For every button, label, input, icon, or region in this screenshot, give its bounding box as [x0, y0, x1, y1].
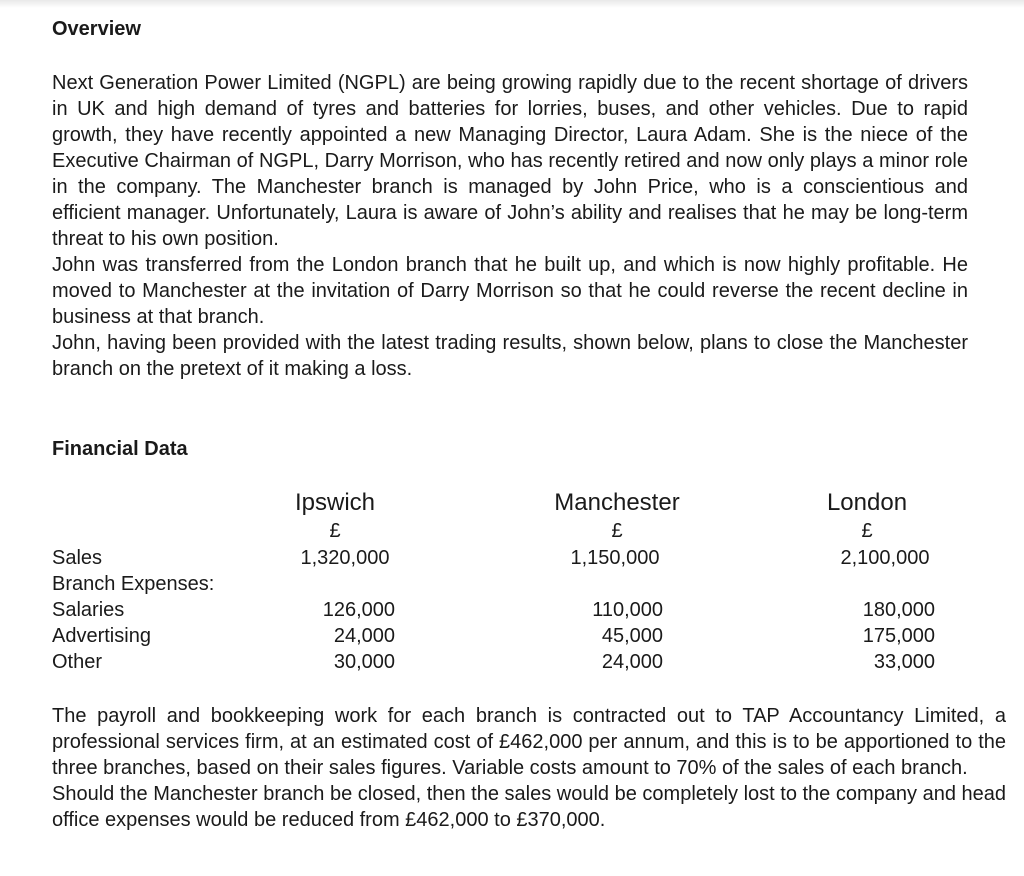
row-label-sales: Sales [52, 547, 103, 569]
column-header-manchester: Manchester [554, 489, 680, 516]
currency-manchester: £ [611, 520, 623, 542]
column-header-ipswich: Ipswich [294, 489, 376, 516]
currency-ipswich: £ [329, 520, 341, 542]
top-shadow-bar [0, 0, 1024, 8]
overview-paragraph-3: John, having been provided with the latest trading results, shown below, plans to close the Manchester branch on the pretext of it making a loss. [52, 332, 968, 380]
salaries-london: 180,000 [862, 599, 935, 621]
row-label-advertising: Advertising [52, 625, 151, 647]
sales-manchester: 1,150,000 [570, 547, 660, 569]
advertising-manchester: 45,000 [601, 625, 663, 647]
currency-london: £ [861, 520, 873, 542]
other-manchester: 24,000 [601, 651, 663, 673]
overview-text [52, 70, 968, 382]
row-label-other: Other [52, 651, 103, 673]
sales-ipswich: 1,320,000 [300, 547, 390, 569]
salaries-ipswich: 126,000 [322, 599, 395, 621]
overview-heading: Overview [52, 18, 141, 40]
row-label-salaries: Salaries [52, 599, 125, 621]
footer-paragraph-2: Should the Manchester branch be closed, then the sales would be completely lost to the company and head office expenses would be reduced from £462,000 to £370,000. [52, 783, 1006, 831]
advertising-london: 175,000 [862, 625, 935, 647]
overview-paragraph-2: John was transferred from the London branch that he built up, and which is now highly profitable. He moved to Manchester at the invitation of Darry Morrison so that he could reverse the recent decline in business at that branch. [52, 254, 968, 328]
advertising-ipswich: 24,000 [333, 625, 395, 647]
row-label-branch-expenses: Branch Expenses: [52, 573, 215, 595]
column-header-london: London [826, 489, 908, 516]
other-london: 33,000 [873, 651, 935, 673]
salaries-manchester: 110,000 [592, 599, 663, 621]
footer-paragraph-1: The payroll and bookkeeping work for each branch is contracted out to TAP Accountancy Limited, a professional services firm, at an estimated cost of £462,000 per annum, and this is to be apportioned to the three branches, based on their sales figures. Variable costs amount to 70% of the sales of each branch. [52, 705, 1006, 779]
overview-paragraph-1: Next Generation Power Limited (NGPL) are being growing rapidly due to the recent shortage of drivers in UK and high demand of tyres and batteries for lorries, buses, and other vehicles. Due to rapid growth, they have recently appointed a new Managing Director, Laura Adam. She is the niece of the Executive Chairman of NGPL, Darry Morrison, who has recently retired and now only plays a minor role in the company. The Manchester branch is managed by John Price, who is a conscientious and efficient manager. Unfortunately, Laura is aware of John’s ability and realises that he may be long-term threat to his own position. [52, 72, 968, 250]
footer-text [52, 703, 1006, 833]
financial-data-heading: Financial Data [52, 438, 188, 460]
other-ipswich: 30,000 [333, 651, 395, 673]
sales-london: 2,100,000 [840, 547, 930, 569]
